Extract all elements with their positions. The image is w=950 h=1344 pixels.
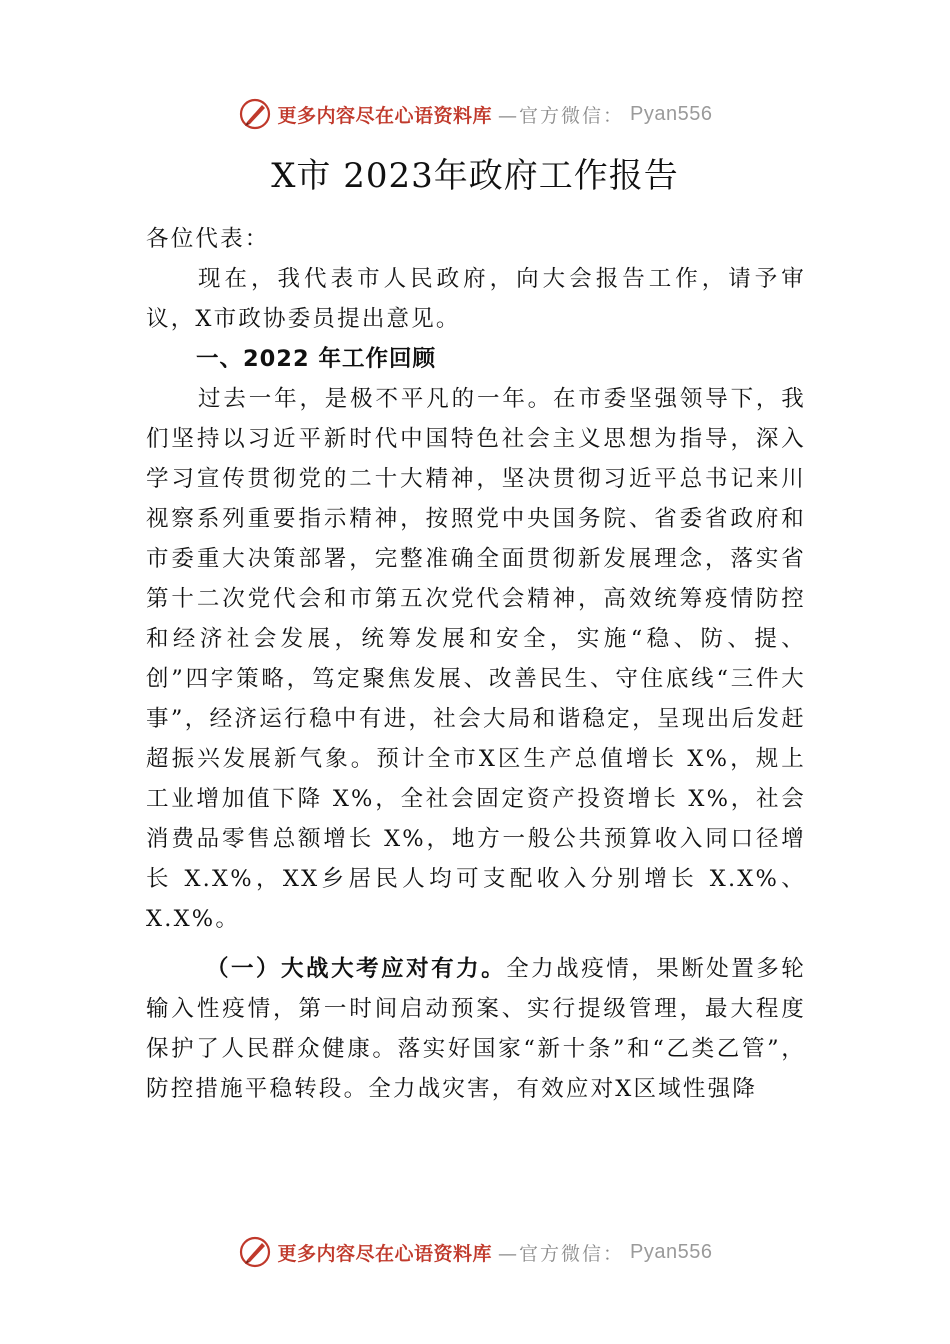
watermark-wechat-id: Pyan556 (630, 102, 713, 125)
watermark-grey-text: —官方微信： (498, 104, 625, 127)
document-title: X市 2023年政府工作报告 (271, 156, 679, 196)
section-heading: 一、2022 年工作回顾 (196, 346, 436, 372)
salutation: 各位代表： (146, 226, 270, 252)
watermark-grey-text: —官方微信： (498, 1242, 625, 1265)
quill-pen-icon (238, 1235, 272, 1269)
document-body (146, 219, 806, 1109)
footer-watermark (0, 1232, 950, 1272)
watermark-red-text: 更多内容尽在心语资料库 (277, 104, 493, 127)
subsection-paragraph (146, 949, 806, 1109)
subsection-title: （一）大战大考应对有力。 (206, 956, 507, 982)
quill-pen-icon (238, 97, 272, 131)
watermark-wechat-id: Pyan556 (630, 1240, 713, 1263)
subsection-body: 全力战疫情，果断处置多轮输入性疫情，第一时间启动预案、实行提级管理，最大程度保护了人民群众健康。落实好国家“新十条”和“乙类乙管”，防控措施平稳转段。全力战灾害，有效应对X区域性强降 (146, 956, 806, 1102)
intro-paragraph: 现在，我代表市人民政府，向大会报告工作，请予审议，X市政协委员提出意见。 (146, 266, 806, 332)
review-paragraph: 过去一年，是极不平凡的一年。在市委坚强领导下，我们坚持以习近平新时代中国特色社会主义思想为指导，深入学习宣传贯彻党的二十大精神，坚决贯彻习近平总书记来川视察系列重要指示精神，按照党中央国务院、省委省政府和市委重大决策部署，完整准确全面贯彻新发展理念，落实省第十二次党代会和市第五次党代会精神，高效统筹疫情防控和经济社会发展，统筹发展和安全，实施“稳、防、提、创”四字策略，笃定聚焦发展、改善民生、守住底线“三件大事”，经济运行稳中有进，社会大局和谐稳定，呈现出后发赶超振兴发展新气象。预计全市X区生产总值增长 X%，规上工业增加值下降 X%，全社会固定资产投资增长 X%，社会消费品零售总额增长 X%，地方一般公共预算收入同口径增长 X.X%，XX乡居民人均可支配收入分别增长 X.X%、X.X%。 (146, 386, 806, 932)
header-watermark (0, 94, 950, 134)
watermark-red-text: 更多内容尽在心语资料库 (277, 1242, 493, 1265)
